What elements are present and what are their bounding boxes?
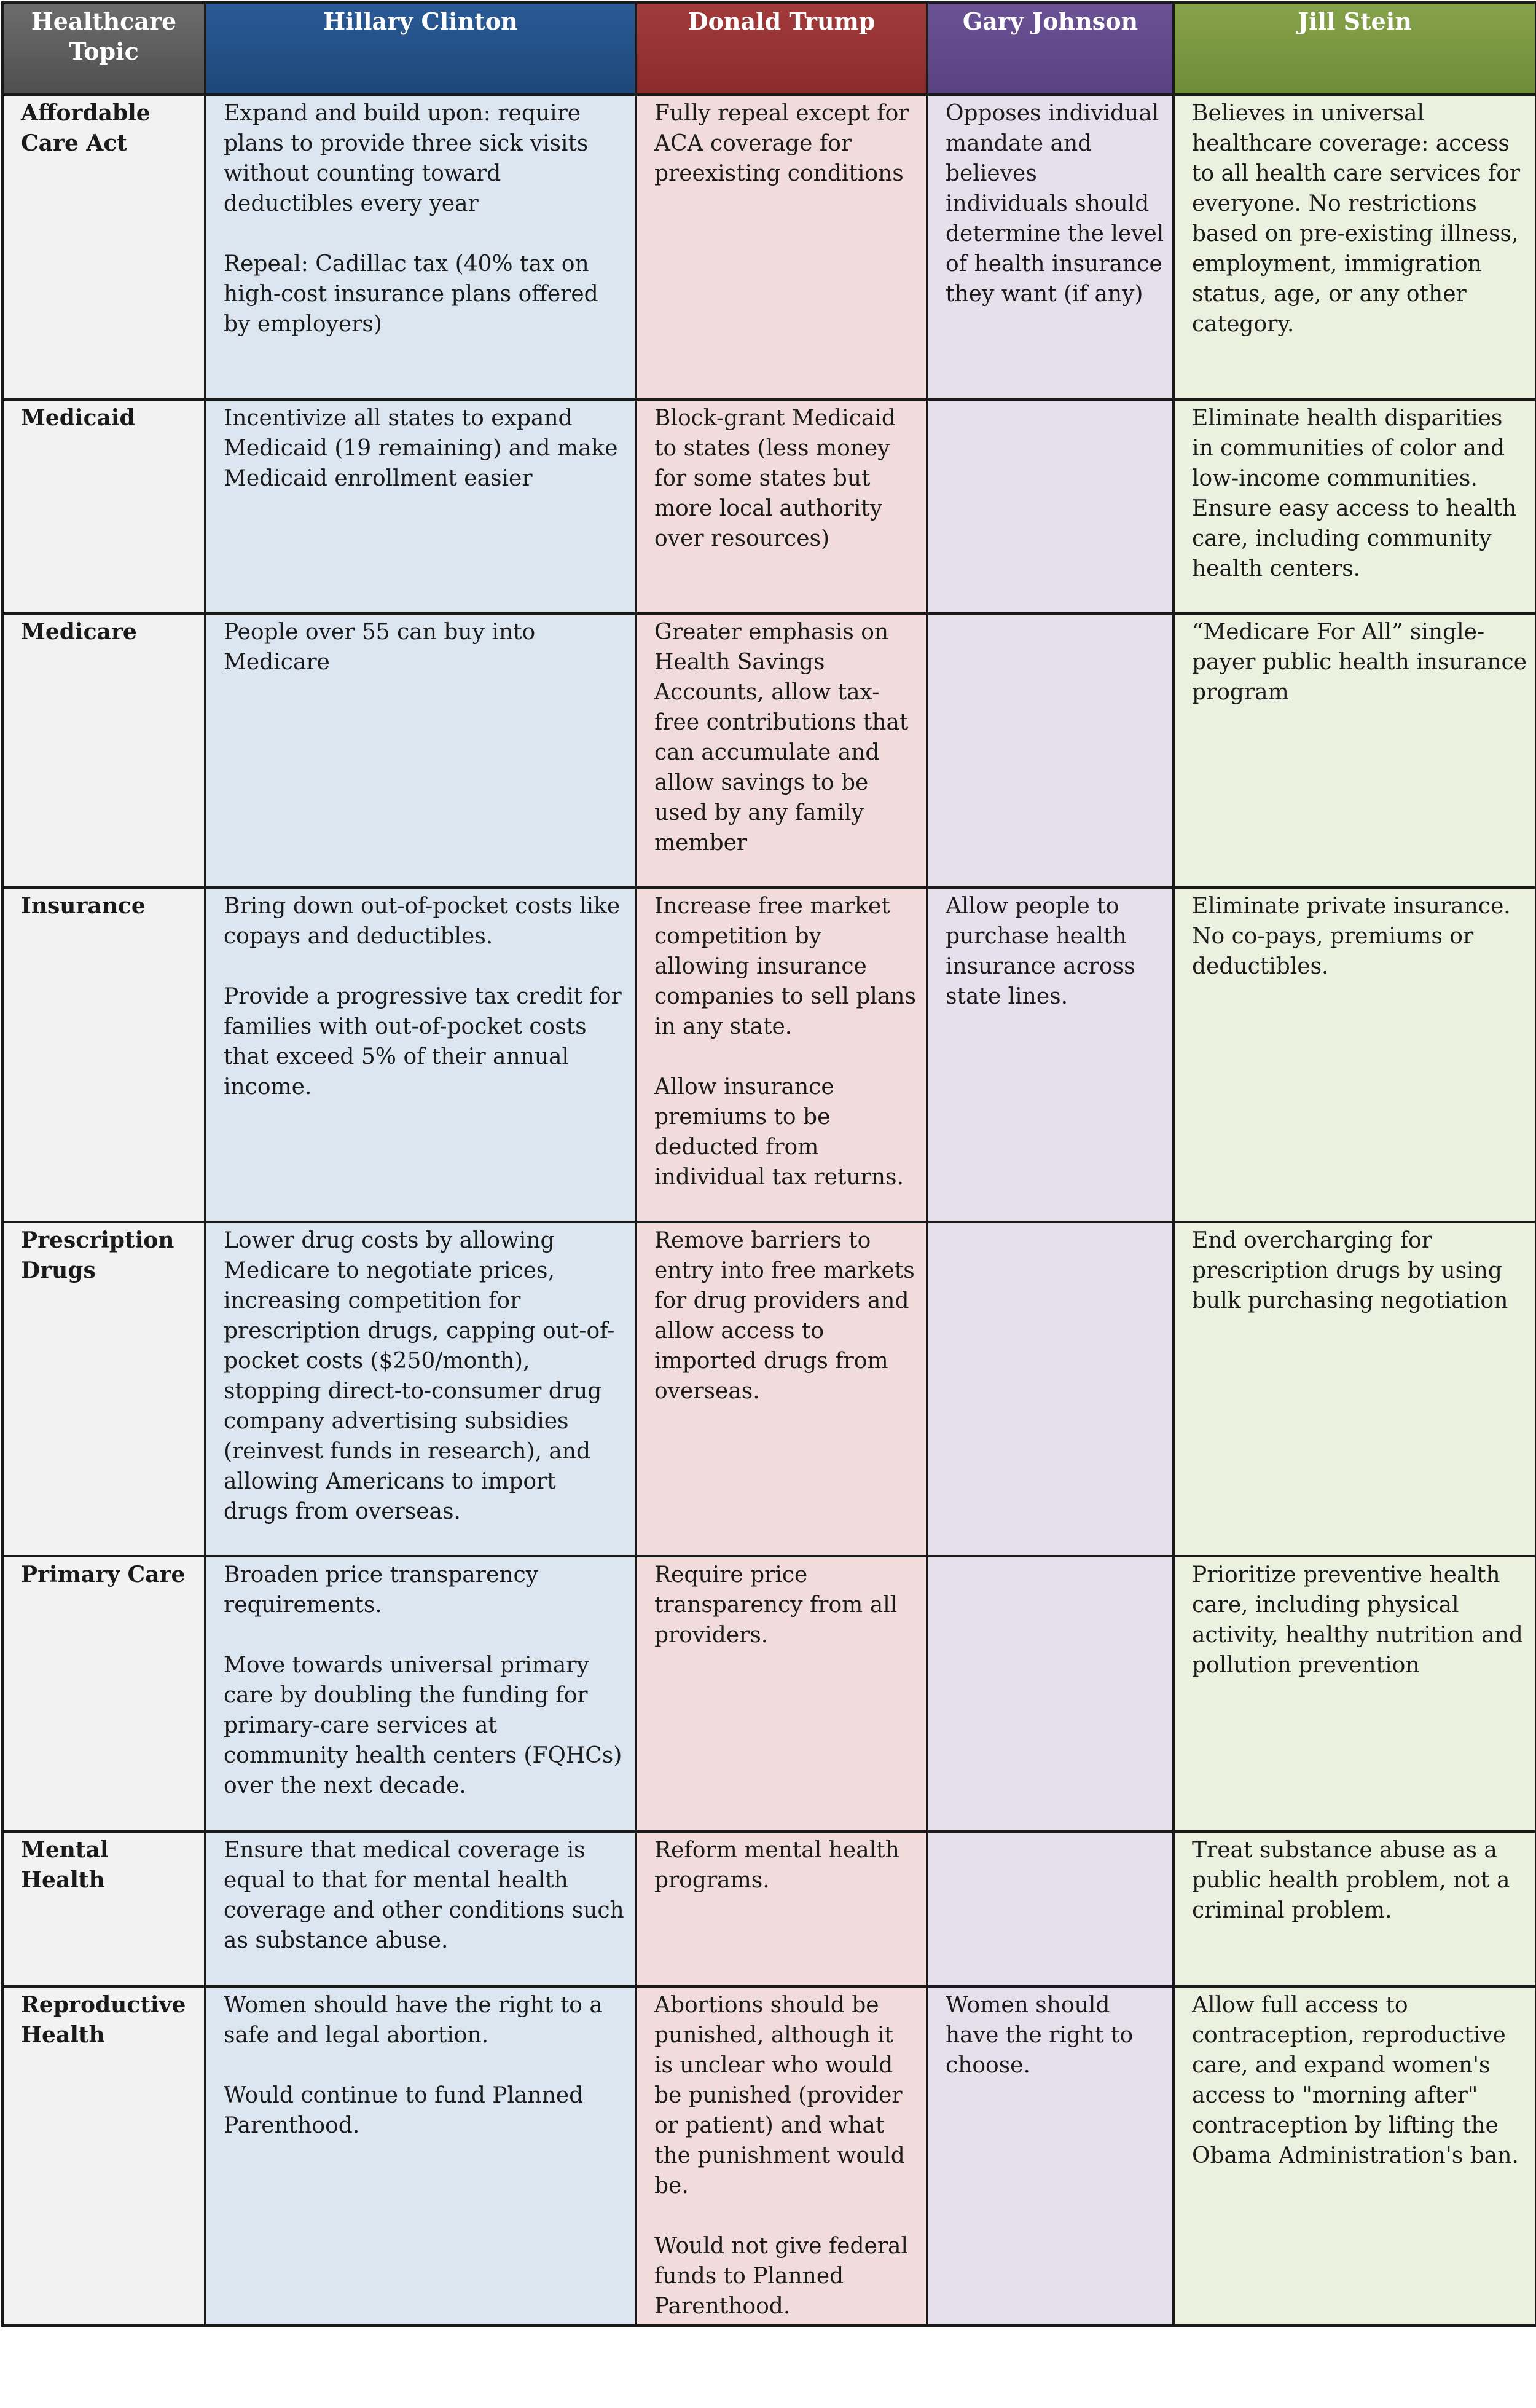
cell-paragraph: Prioritize preventive health care, including physical activity, healthy nutrition and pollution prevention [1192,1562,1523,1678]
cell-paragraph: Ensure that medical coverage is equal to that for mental health coverage and other conditions such as substance abuse. [224,1838,624,1953]
topic-cell: Primary Care [2,1556,205,1832]
cell-paragraph: “Medicare For All” single-payer public health insurance program [1192,620,1527,705]
cell-paragraph: End overcharging for prescription drugs by using bulk purchasing negotiation [1192,1228,1508,1313]
cell-paragraph: Eliminate private insurance. No co-pays, premiums or deductibles. [1192,894,1511,979]
stein-cell [1174,613,1536,887]
table-row [2,1556,1536,1832]
table-row [2,1832,1536,1986]
cell-paragraph: Would not give federal funds to Planned Parenthood. [654,2233,908,2319]
trump-cell [636,1986,927,2326]
topic-cell: Insurance [2,887,205,1222]
trump-cell [636,887,927,1222]
cell-paragraph: Increase free market competition by allowing insurance companies to sell plans in any state. [654,894,916,1039]
topic-cell: Mental Health [2,1832,205,1986]
cell-paragraph: Treat substance abuse as a public health problem, not a criminal problem. [1192,1838,1510,1923]
cell-paragraph: Greater emphasis on Health Savings Accounts, allow tax-free contributions that can accumulate and allow savings to be used by any family member [654,620,909,856]
topic-cell: Reproductive Health [2,1986,205,2326]
stein-cell [1174,1556,1536,1832]
header-clinton: Hillary Clinton [205,2,636,95]
johnson-cell [927,1556,1174,1832]
johnson-cell [927,1222,1174,1556]
topic-cell: Prescription Drugs [2,1222,205,1556]
topic-cell: Affordable Care Act [2,95,205,399]
header-stein: Jill Stein [1174,2,1536,95]
cell-paragraph: Opposes individual mandate and believes individuals should determine the level of health insurance they want (if any) [946,101,1164,307]
johnson-cell [927,95,1174,399]
clinton-cell [205,1222,636,1556]
cell-paragraph: Women should have the right to a safe and legal abortion. [224,1993,603,2048]
cell-paragraph: Fully repeal except for ACA coverage for preexisting conditions [654,101,909,186]
cell-paragraph: Broaden price transparency requirements. [224,1562,538,1618]
cell-paragraph: Remove barriers to entry into free markets for drug providers and allow access to imported drugs from overseas. [654,1228,915,1404]
clinton-cell [205,399,636,613]
cell-paragraph: Abortions should be punished, although it is unclear who would be punished (provider or patient) and what the punishment would be. [654,1993,905,2198]
header-trump: Donald Trump [636,2,927,95]
johnson-cell [927,1832,1174,1986]
cell-paragraph: Incentivize all states to expand Medicaid (19 remaining) and make Medicaid enrollment easier [224,406,618,491]
header-topic: Healthcare Topic [2,2,205,95]
cell-paragraph: Repeal: Cadillac tax (40% tax on high-cost insurance plans offered by employers) [224,251,598,337]
trump-cell [636,1556,927,1832]
stein-cell [1174,1222,1536,1556]
topic-cell: Medicaid [2,399,205,613]
trump-cell [636,399,927,613]
cell-paragraph: Allow insurance premiums to be deducted from individual tax returns. [654,1074,904,1190]
cell-paragraph: Eliminate health disparities in communities of color and low-income communities. Ensure easy access to health care, including community health centers. [1192,406,1517,581]
clinton-cell [205,887,636,1222]
johnson-cell [927,887,1174,1222]
table-row [2,887,1536,1222]
johnson-cell [927,613,1174,887]
clinton-cell [205,95,636,399]
cell-paragraph: Provide a progressive tax credit for families with out-of-pocket costs that exceed 5% of their annual income. [224,984,622,1100]
johnson-cell [927,399,1174,613]
cell-paragraph: Expand and build upon: require plans to provide three sick visits without counting toward deductibles every year [224,101,589,216]
trump-cell [636,1222,927,1556]
stein-cell [1174,887,1536,1222]
header-johnson: Gary Johnson [927,2,1174,95]
cell-paragraph: Lower drug costs by allowing Medicare to negotiate prices, increasing competition for prescription drugs, capping out-of-pocket costs ($250/month), stopping direct-to-consumer drug company advertising subsidies (reinvest funds in research), and allowing Americans to import drugs from overseas. [224,1228,615,1524]
header-row [2,2,1536,95]
table-row [2,1222,1536,1556]
cell-paragraph: Would continue to fund Planned Parenthood. [224,2083,584,2138]
stein-cell [1174,1832,1536,1986]
table-row [2,613,1536,887]
trump-cell [636,1832,927,1986]
johnson-cell [927,1986,1174,2326]
trump-cell [636,95,927,399]
cell-paragraph: Block-grant Medicaid to states (less money for some states but more local authority over resources) [654,406,896,551]
stein-cell [1174,95,1536,399]
cell-paragraph: Bring down out-of-pocket costs like copays and deductibles. [224,894,621,949]
trump-cell [636,613,927,887]
clinton-cell [205,1556,636,1832]
clinton-cell [205,1832,636,1986]
cell-paragraph: People over 55 can buy into Medicare [224,620,536,675]
healthcare-comparison-table [1,1,1536,2327]
cell-paragraph: Allow people to purchase health insurance across state lines. [946,894,1135,1009]
cell-paragraph: Believes in universal healthcare coverage: access to all health care services for everyone. No restrictions based on pre-existing illness, employment, immigration status, age, or any other category. [1192,101,1521,337]
clinton-cell [205,1986,636,2326]
table-row [2,1986,1536,2326]
clinton-cell [205,613,636,887]
cell-paragraph: Require price transparency from all providers. [654,1562,898,1648]
cell-paragraph: Move towards universal primary care by doubling the funding for primary-care services at community health centers (FQHCs) over the next decade. [224,1653,622,1798]
table-row [2,399,1536,613]
cell-paragraph: Allow full access to contraception, reproductive care, and expand women's access to "morning after" contraception by lifting the Obama Administration's ban. [1192,1993,1519,2168]
cell-paragraph: Women should have the right to choose. [946,1993,1134,2078]
cell-paragraph: Reform mental health programs. [654,1838,899,1893]
topic-cell: Medicare [2,613,205,887]
stein-cell [1174,399,1536,613]
table-row [2,95,1536,399]
stein-cell [1174,1986,1536,2326]
